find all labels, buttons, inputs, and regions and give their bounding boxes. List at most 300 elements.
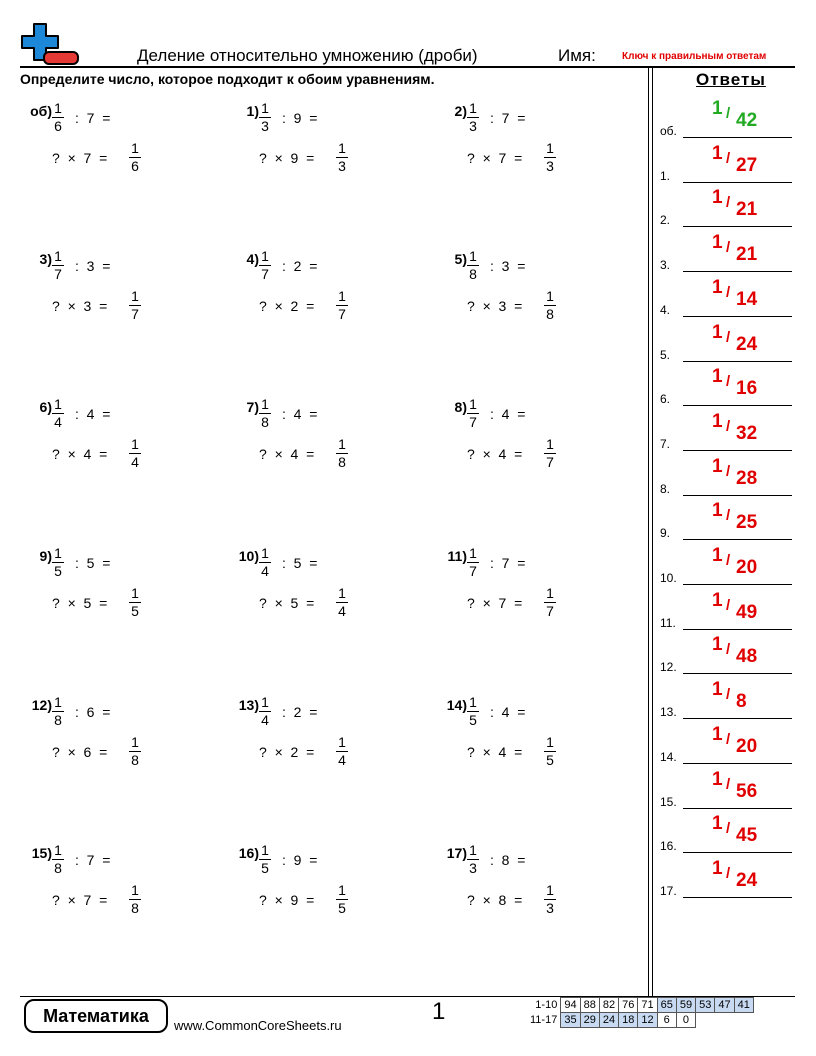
problem-number: 7)	[246, 399, 259, 415]
divide-sign: :	[490, 555, 494, 571]
product-fraction	[128, 585, 142, 620]
unknown-mark: ?	[259, 446, 267, 462]
equals-sign: =	[99, 150, 108, 166]
divide-sign: :	[75, 555, 79, 571]
answer-slash: /	[726, 149, 731, 167]
divisor: 7	[501, 110, 510, 126]
division-equation	[282, 110, 317, 126]
plus-minus-logo-icon	[20, 22, 82, 68]
answer-label: 8.	[660, 481, 671, 496]
dividend-fraction	[258, 100, 272, 135]
dividend-fraction	[51, 100, 65, 135]
score-cell: 18	[619, 1013, 638, 1028]
answer-denominator: 8	[736, 691, 747, 713]
denominator: 5	[131, 603, 139, 619]
equals-sign: =	[99, 298, 108, 314]
divisor: 3	[86, 258, 95, 274]
multiplication-equation	[52, 892, 107, 908]
denominator: 7	[261, 266, 269, 282]
answer-row	[660, 277, 792, 317]
divide-sign: :	[490, 704, 494, 720]
divisor: 4	[293, 406, 302, 422]
unknown-mark: ?	[467, 892, 475, 908]
denominator: 4	[261, 563, 269, 579]
name-label: Имя:	[558, 46, 596, 65]
division-equation	[490, 110, 525, 126]
answer-slash: /	[726, 373, 731, 391]
worksheet-title: Деление относительно умножению (дроби)	[137, 46, 478, 65]
answer-denominator: 32	[736, 422, 758, 444]
equals-sign: =	[102, 555, 111, 571]
answer-numerator: 1	[712, 366, 723, 388]
divide-sign: :	[490, 110, 494, 126]
answer-fraction	[712, 143, 782, 177]
multiplier: 9	[290, 892, 299, 908]
answer-denominator: 21	[736, 199, 758, 221]
equals-sign: =	[102, 704, 111, 720]
times-sign: ×	[67, 298, 76, 314]
product-fraction	[335, 436, 349, 471]
denominator: 8	[131, 900, 139, 916]
score-cell: 24	[599, 1013, 618, 1028]
division-equation	[282, 258, 317, 274]
problem	[435, 545, 615, 635]
numerator: 1	[261, 248, 269, 264]
product-fraction	[335, 734, 349, 769]
denominator: 8	[54, 860, 62, 876]
problem-number: 15)	[31, 845, 52, 861]
multiplier: 4	[290, 446, 299, 462]
division-equation	[75, 555, 110, 571]
answer-fraction	[712, 769, 782, 803]
denominator: 8	[131, 752, 139, 768]
divide-sign: :	[75, 406, 79, 422]
multiplication-equation	[467, 595, 522, 611]
denominator: 5	[54, 563, 62, 579]
answer-row	[660, 143, 792, 183]
answer-denominator: 25	[736, 512, 758, 534]
answer-label: 11.	[660, 615, 676, 630]
product-fraction	[543, 140, 557, 175]
answer-numerator: 1	[712, 500, 723, 522]
divide-sign: :	[490, 406, 494, 422]
score-cell: 0	[676, 1013, 695, 1028]
score-cell: 35	[561, 1013, 580, 1028]
equals-sign: =	[309, 555, 318, 571]
equals-sign: =	[102, 110, 111, 126]
numerator: 1	[546, 585, 554, 601]
dividend-fraction	[466, 694, 480, 729]
numerator: 1	[469, 842, 477, 858]
times-sign: ×	[274, 446, 283, 462]
answer-line	[683, 182, 792, 183]
dividend-fraction	[466, 396, 480, 431]
dividend-fraction	[51, 248, 65, 283]
answer-denominator: 24	[736, 333, 758, 355]
site-url: www.CommonCoreSheets.ru	[174, 1018, 342, 1033]
answer-fraction	[712, 724, 782, 758]
answer-label: 4.	[660, 302, 671, 317]
score-table	[530, 997, 754, 1028]
answer-denominator: 56	[736, 780, 758, 802]
dividend-fraction	[51, 694, 65, 729]
answer-line	[683, 539, 792, 540]
answer-line	[683, 271, 792, 272]
problem	[435, 694, 615, 784]
dividend-fraction	[258, 694, 272, 729]
product-fraction	[543, 734, 557, 769]
answer-row	[660, 769, 792, 809]
problem-number: 13)	[238, 697, 259, 713]
multiplier: 7	[83, 150, 92, 166]
numerator: 1	[131, 734, 139, 750]
division-equation	[75, 110, 110, 126]
divide-sign: :	[75, 110, 79, 126]
answer-fraction	[712, 187, 782, 221]
numerator: 1	[54, 248, 62, 264]
denominator: 3	[469, 118, 477, 134]
denominator: 8	[338, 454, 346, 470]
answer-denominator: 20	[736, 557, 758, 578]
unknown-mark: ?	[52, 595, 60, 611]
problem	[20, 545, 200, 635]
times-sign: ×	[67, 892, 76, 908]
answer-slash: /	[726, 507, 731, 525]
score-range-label: 11-17	[530, 1014, 558, 1026]
denominator: 5	[546, 752, 554, 768]
page-number: 1	[432, 998, 446, 1025]
equals-sign: =	[309, 258, 318, 274]
times-sign: ×	[67, 150, 76, 166]
answer-numerator: 1	[712, 142, 723, 164]
problem	[20, 396, 200, 486]
answer-line	[683, 405, 792, 406]
divide-sign: :	[282, 406, 286, 422]
unknown-mark: ?	[259, 595, 267, 611]
unknown-mark: ?	[52, 298, 60, 314]
answer-fraction	[712, 500, 782, 534]
answer-fraction	[712, 411, 782, 445]
numerator: 1	[131, 882, 139, 898]
answer-line	[683, 897, 792, 898]
score-cell: 41	[734, 998, 753, 1013]
equals-sign: =	[99, 595, 108, 611]
product-fraction	[335, 882, 349, 917]
numerator: 1	[54, 545, 62, 561]
denominator: 7	[338, 306, 346, 322]
divide-sign: :	[282, 555, 286, 571]
division-equation	[490, 852, 525, 868]
times-sign: ×	[274, 892, 283, 908]
answer-denominator: 48	[736, 646, 758, 668]
unknown-mark: ?	[52, 446, 60, 462]
answer-line	[683, 316, 792, 317]
dividend-fraction	[258, 396, 272, 431]
equals-sign: =	[309, 704, 318, 720]
equals-sign: =	[514, 595, 523, 611]
product-fraction	[335, 288, 349, 323]
multiplication-equation	[52, 446, 107, 462]
answer-fraction	[712, 322, 782, 356]
numerator: 1	[131, 585, 139, 601]
answer-label: 14.	[660, 749, 677, 764]
times-sign: ×	[482, 446, 491, 462]
answer-label: 17.	[660, 883, 677, 898]
answer-slash: /	[726, 864, 731, 882]
answer-denominator: 16	[736, 378, 758, 400]
multiplication-equation	[467, 744, 522, 760]
times-sign: ×	[274, 150, 283, 166]
equals-sign: =	[306, 892, 315, 908]
denominator: 8	[54, 712, 62, 728]
numerator: 1	[469, 248, 477, 264]
denominator: 7	[546, 603, 554, 619]
score-cell: 76	[619, 998, 638, 1013]
answer-numerator: 1	[712, 679, 723, 701]
times-sign: ×	[67, 595, 76, 611]
answer-label: 5.	[660, 347, 671, 362]
multiplier: 2	[290, 744, 299, 760]
score-cell: 53	[696, 998, 715, 1013]
equals-sign: =	[514, 892, 523, 908]
unknown-mark: ?	[467, 150, 475, 166]
problem	[227, 100, 407, 190]
numerator: 1	[54, 694, 62, 710]
numerator: 1	[131, 436, 139, 452]
divisor: 4	[501, 704, 510, 720]
denominator: 7	[469, 414, 477, 430]
dividend-fraction	[258, 842, 272, 877]
times-sign: ×	[482, 744, 491, 760]
multiplication-equation	[52, 298, 107, 314]
product-fraction	[335, 140, 349, 175]
denominator: 6	[131, 158, 139, 174]
divide-sign: :	[75, 704, 79, 720]
divisor: 2	[293, 258, 302, 274]
problem-number: 11)	[447, 548, 467, 564]
unknown-mark: ?	[52, 892, 60, 908]
divide-sign: :	[282, 704, 286, 720]
divisor: 3	[501, 258, 510, 274]
denominator: 4	[338, 603, 346, 619]
product-fraction	[128, 288, 142, 323]
score-cell: 29	[580, 1013, 599, 1028]
dividend-fraction	[51, 396, 65, 431]
problem	[227, 842, 407, 932]
score-cell: 65	[657, 998, 676, 1013]
answer-fraction	[712, 545, 782, 579]
divide-sign: :	[282, 852, 286, 868]
score-row	[530, 1013, 753, 1028]
denominator: 8	[261, 414, 269, 430]
divisor: 4	[86, 406, 95, 422]
equals-sign: =	[517, 258, 526, 274]
numerator: 1	[469, 694, 477, 710]
denominator: 8	[469, 266, 477, 282]
divisor: 4	[501, 406, 510, 422]
answer-numerator: 1	[712, 723, 723, 745]
multiplier: 4	[498, 744, 507, 760]
numerator: 1	[338, 585, 346, 601]
answer-row	[660, 187, 792, 227]
score-cell: 71	[638, 998, 657, 1013]
numerator: 1	[546, 140, 554, 156]
division-equation	[490, 258, 525, 274]
times-sign: ×	[274, 744, 283, 760]
division-equation	[282, 704, 317, 720]
answer-numerator: 1	[712, 813, 723, 835]
multiplication-equation	[259, 744, 314, 760]
times-sign: ×	[482, 150, 491, 166]
answer-slash: /	[726, 194, 731, 212]
numerator: 1	[546, 288, 554, 304]
denominator: 4	[131, 454, 139, 470]
multiplication-equation	[467, 150, 522, 166]
problem-number: 8)	[454, 399, 467, 415]
problem-number: 1)	[246, 103, 259, 119]
division-equation	[490, 406, 525, 422]
multiplier: 4	[83, 446, 92, 462]
numerator: 1	[131, 140, 139, 156]
denominator: 7	[469, 563, 477, 579]
denominator: 4	[338, 752, 346, 768]
answer-key-label: Ключ к правильным ответам	[622, 51, 767, 62]
answer-row	[660, 545, 792, 585]
answer-denominator: 45	[736, 825, 758, 847]
divisor: 6	[86, 704, 95, 720]
numerator: 1	[546, 882, 554, 898]
equals-sign: =	[102, 852, 111, 868]
problem	[20, 248, 200, 338]
denominator: 5	[338, 900, 346, 916]
problem-number: 12)	[31, 697, 52, 713]
numerator: 1	[261, 100, 269, 116]
times-sign: ×	[67, 744, 76, 760]
equals-sign: =	[102, 258, 111, 274]
numerator: 1	[469, 545, 477, 561]
answer-numerator: 1	[712, 187, 723, 209]
answer-line	[683, 808, 792, 809]
answer-numerator: 1	[712, 857, 723, 879]
answer-numerator: 1	[712, 455, 723, 477]
problem	[227, 248, 407, 338]
answer-denominator: 20	[736, 735, 758, 757]
divisor: 8	[501, 852, 510, 868]
equals-sign: =	[99, 892, 108, 908]
denominator: 7	[54, 266, 62, 282]
denominator: 4	[54, 414, 62, 430]
score-cell: 94	[561, 998, 580, 1013]
problem-number: об)	[30, 103, 52, 119]
denominator: 5	[469, 712, 477, 728]
score-cell: 59	[676, 998, 695, 1013]
product-fraction	[128, 140, 142, 175]
divisor: 9	[293, 852, 302, 868]
score-cell: 6	[657, 1013, 676, 1028]
equals-sign: =	[517, 555, 526, 571]
denominator: 7	[131, 306, 139, 322]
answer-row	[660, 232, 792, 272]
answer-denominator: 24	[736, 869, 758, 891]
score-row	[530, 998, 753, 1013]
dividend-fraction	[466, 842, 480, 877]
answer-slash: /	[726, 328, 731, 346]
answer-slash: /	[726, 417, 731, 435]
problem-number: 9)	[39, 548, 52, 564]
problem	[435, 396, 615, 486]
times-sign: ×	[482, 892, 491, 908]
problem-number: 17)	[446, 845, 467, 861]
multiplier: 4	[498, 446, 507, 462]
unknown-mark: ?	[52, 744, 60, 760]
answer-label: 6.	[660, 392, 671, 407]
answer-slash: /	[726, 775, 731, 793]
unknown-mark: ?	[259, 892, 267, 908]
equals-sign: =	[309, 852, 318, 868]
answer-row	[660, 456, 792, 496]
answer-row	[660, 590, 792, 630]
equals-sign: =	[306, 150, 315, 166]
multiplier: 3	[498, 298, 507, 314]
multiplication-equation	[259, 150, 314, 166]
equals-sign: =	[99, 744, 108, 760]
answer-fraction	[712, 98, 782, 132]
answer-slash: /	[726, 820, 731, 838]
answer-denominator: 21	[736, 244, 758, 266]
problem-number: 2)	[454, 103, 467, 119]
numerator: 1	[338, 882, 346, 898]
answer-fraction	[712, 277, 782, 311]
divide-sign: :	[490, 852, 494, 868]
problem-number: 14)	[446, 697, 467, 713]
answer-denominator: 28	[736, 467, 758, 489]
answer-numerator: 1	[712, 321, 723, 343]
dividend-fraction	[466, 545, 480, 580]
division-equation	[490, 555, 525, 571]
answers-title: Ответы	[696, 70, 766, 89]
multiplier: 2	[290, 298, 299, 314]
answer-numerator: 1	[712, 589, 723, 611]
denominator: 8	[546, 306, 554, 322]
product-fraction	[335, 585, 349, 620]
product-fraction	[128, 436, 142, 471]
answer-row	[660, 724, 792, 764]
numerator: 1	[338, 734, 346, 750]
divisor: 2	[293, 704, 302, 720]
division-equation	[282, 406, 317, 422]
equals-sign: =	[306, 744, 315, 760]
divisor: 7	[86, 110, 95, 126]
product-fraction	[128, 882, 142, 917]
answer-fraction	[712, 590, 782, 624]
numerator: 1	[546, 734, 554, 750]
equals-sign: =	[306, 298, 315, 314]
answer-fraction	[712, 366, 782, 400]
answer-label: 7.	[660, 436, 671, 451]
equals-sign: =	[514, 150, 523, 166]
answer-line	[683, 852, 792, 853]
answer-label: 9.	[660, 526, 671, 541]
dividend-fraction	[51, 545, 65, 580]
equals-sign: =	[306, 595, 315, 611]
answer-label: 1.	[660, 168, 671, 183]
problem	[435, 100, 615, 190]
dividend-fraction	[466, 248, 480, 283]
numerator: 1	[469, 100, 477, 116]
score-cell: 12	[638, 1013, 657, 1028]
divide-sign: :	[75, 258, 79, 274]
multiplier: 5	[290, 595, 299, 611]
